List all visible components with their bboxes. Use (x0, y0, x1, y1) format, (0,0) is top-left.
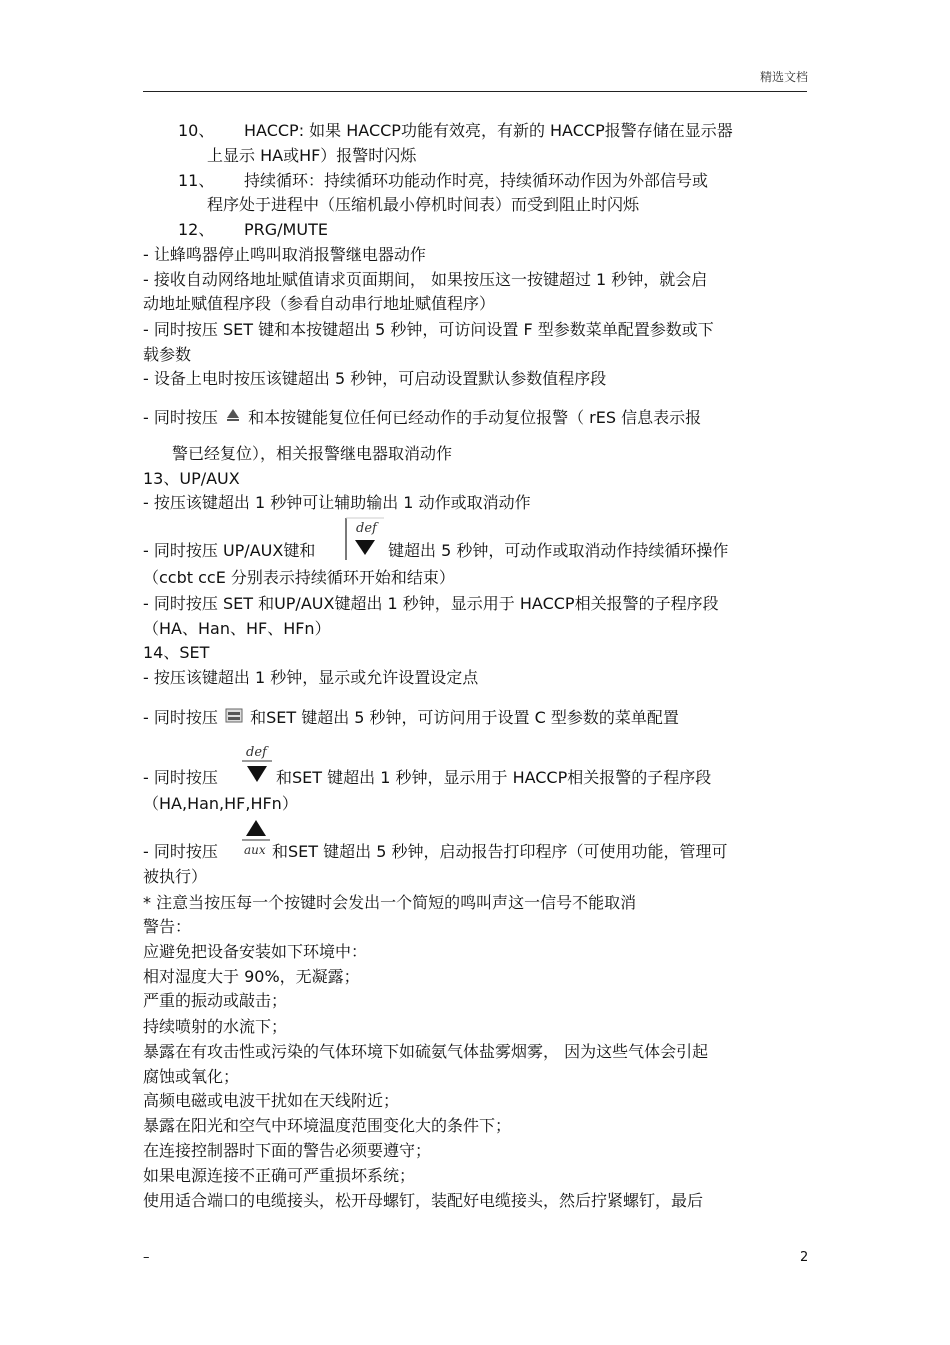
text-line: 警已经复位），相关报警继电器取消动作 (172, 444, 453, 463)
item-11-text1: 持续循环：持续循环功能动作时亮，持续循环动作因为外部信号或 (244, 171, 709, 190)
text-line: 相对湿度大于 90%，无凝露； (143, 967, 360, 986)
text-line: 使用适合端口的电缆接头，松开母螺钉，装配好电缆接头，然后拧紧螺钉，最后 (143, 1191, 704, 1210)
item-10-line1 (178, 121, 733, 141)
text-segment: - 同时按压 (143, 708, 218, 727)
text-segment: 和SET 键超出 5 秒钟，启动报告打印程序（可使用功能，管理可 (272, 842, 728, 861)
text-line: 应避免把设备安装如下环境中： (143, 942, 368, 961)
text-segment: 和SET 键超出 5 秒钟，可访问用于设置 C 型参数的菜单配置 (250, 708, 679, 727)
def-label: def (356, 521, 377, 536)
text-segment: 和SET 键超出 1 秒钟，显示用于 HACCP相关报警的子程序段 (276, 768, 712, 787)
section-heading-13: 13、UP/AUX (143, 469, 240, 488)
item-11-line2: 程序处于进程中（压缩机最小停机时间表）而受到阻止时闪烁 (207, 195, 640, 214)
def-down-arrow-icon (345, 516, 385, 562)
text-line: 暴露在阳光和空气中环境温度范围变化大的条件下； (143, 1116, 512, 1135)
text-line: - 让蜂鸣器停止鸣叫取消报警继电器动作 (143, 245, 426, 264)
def-label: def (246, 745, 267, 760)
text-line: 被执行） (143, 867, 208, 886)
text-line: 如果电源连接不正确可严重损坏系统； (143, 1166, 416, 1185)
item-11-line1 (178, 171, 708, 191)
warning-heading: 警告： (143, 917, 192, 936)
aux-up-arrow-icon (240, 818, 272, 862)
prg-key-icon (225, 707, 243, 730)
text-segment: - 同时按压 (143, 768, 218, 787)
page-number: 2 (800, 1250, 809, 1265)
text-line: - 按压该键超出 1 秒钟，显示或允许设置设定点 (143, 668, 479, 687)
text-line-with-icon (143, 707, 679, 730)
text-segment: 和本按键能复位任何已经动作的手动复位报警（ rES 信息表示报 (248, 408, 702, 427)
text-line: （ccbt ccE 分别表示持续循环开始和结束） (143, 568, 455, 587)
text-segment: - 同时按压 UP/AUX键和 (143, 541, 316, 560)
text-line: 暴露在有攻击性或污染的气体环境下如硫氨气体盐雾烟雾， 因为这些气体会引起 (143, 1042, 709, 1061)
item-10-text1: HACCP: 如果 HACCP功能有效亮，有新的 HACCP报警存储在显示器 (244, 121, 733, 140)
text-line: - 同时按压 SET 键和本按键超出 5 秒钟，可访问设置 F 型参数菜单配置参数或下 (143, 320, 714, 339)
text-segment: - 同时按压 (143, 842, 218, 861)
text-segment: - 同时按压 (143, 408, 218, 427)
text-line-with-icon (143, 541, 315, 561)
text-line: （HA,Han,HF,HFn） (143, 794, 298, 813)
item-12-number: 12、 (178, 220, 215, 239)
up-arrow-small-icon (225, 407, 241, 430)
item-10-line2: 上显示 HA或HF）报警时闪烁 (207, 146, 417, 165)
text-line: 在连接控制器时下面的警告必须要遵守； (143, 1141, 432, 1160)
item-12-text1: PRG/MUTE (244, 220, 328, 239)
section-heading-14: 14、SET (143, 643, 210, 662)
header-label: 精选文档 (759, 70, 808, 84)
header-rule (143, 91, 807, 92)
text-line: - 接收自动网络地址赋值请求页面期间， 如果按压这一按键超过 1 秒钟，就会启 (143, 270, 708, 289)
note-line: * 注意当按压每一个按键时会发出一个简短的鸣叫声这一信号不能取消 (143, 893, 637, 912)
item-10-number: 10、 (178, 121, 215, 140)
text-line: 载参数 (143, 345, 192, 364)
text-line: 高频电磁或电波干扰如在天线附近； (143, 1091, 400, 1110)
item-12-line1 (178, 220, 328, 240)
text-line: 严重的振动或敲击； (143, 991, 288, 1010)
text-line: - 按压该键超出 1 秒钟可让辅助输出 1 动作或取消动作 (143, 493, 531, 512)
text-segment: 键超出 5 秒钟，可动作或取消动作持续循环操作 (388, 541, 729, 560)
text-line: （HA、Han、HF、HFn） (143, 619, 331, 638)
def-down-arrow-icon (240, 742, 274, 788)
aux-label: aux (244, 843, 266, 857)
footer-dash: – (143, 1250, 150, 1265)
text-line: - 同时按压 SET 和UP/AUX键超出 1 秒钟，显示用于 HACCP相关报警的子程序段 (143, 594, 719, 613)
text-line: - 设备上电时按压该键超出 5 秒钟，可启动设置默认参数值程序段 (143, 369, 607, 388)
item-11-number: 11、 (178, 171, 215, 190)
text-line: 持续喷射的水流下； (143, 1017, 288, 1036)
text-line: 动地址赋值程序段（参看自动串行地址赋值程序） (143, 294, 496, 313)
text-line: 腐蚀或氧化； (143, 1067, 240, 1086)
text-line-with-icon (143, 407, 701, 430)
